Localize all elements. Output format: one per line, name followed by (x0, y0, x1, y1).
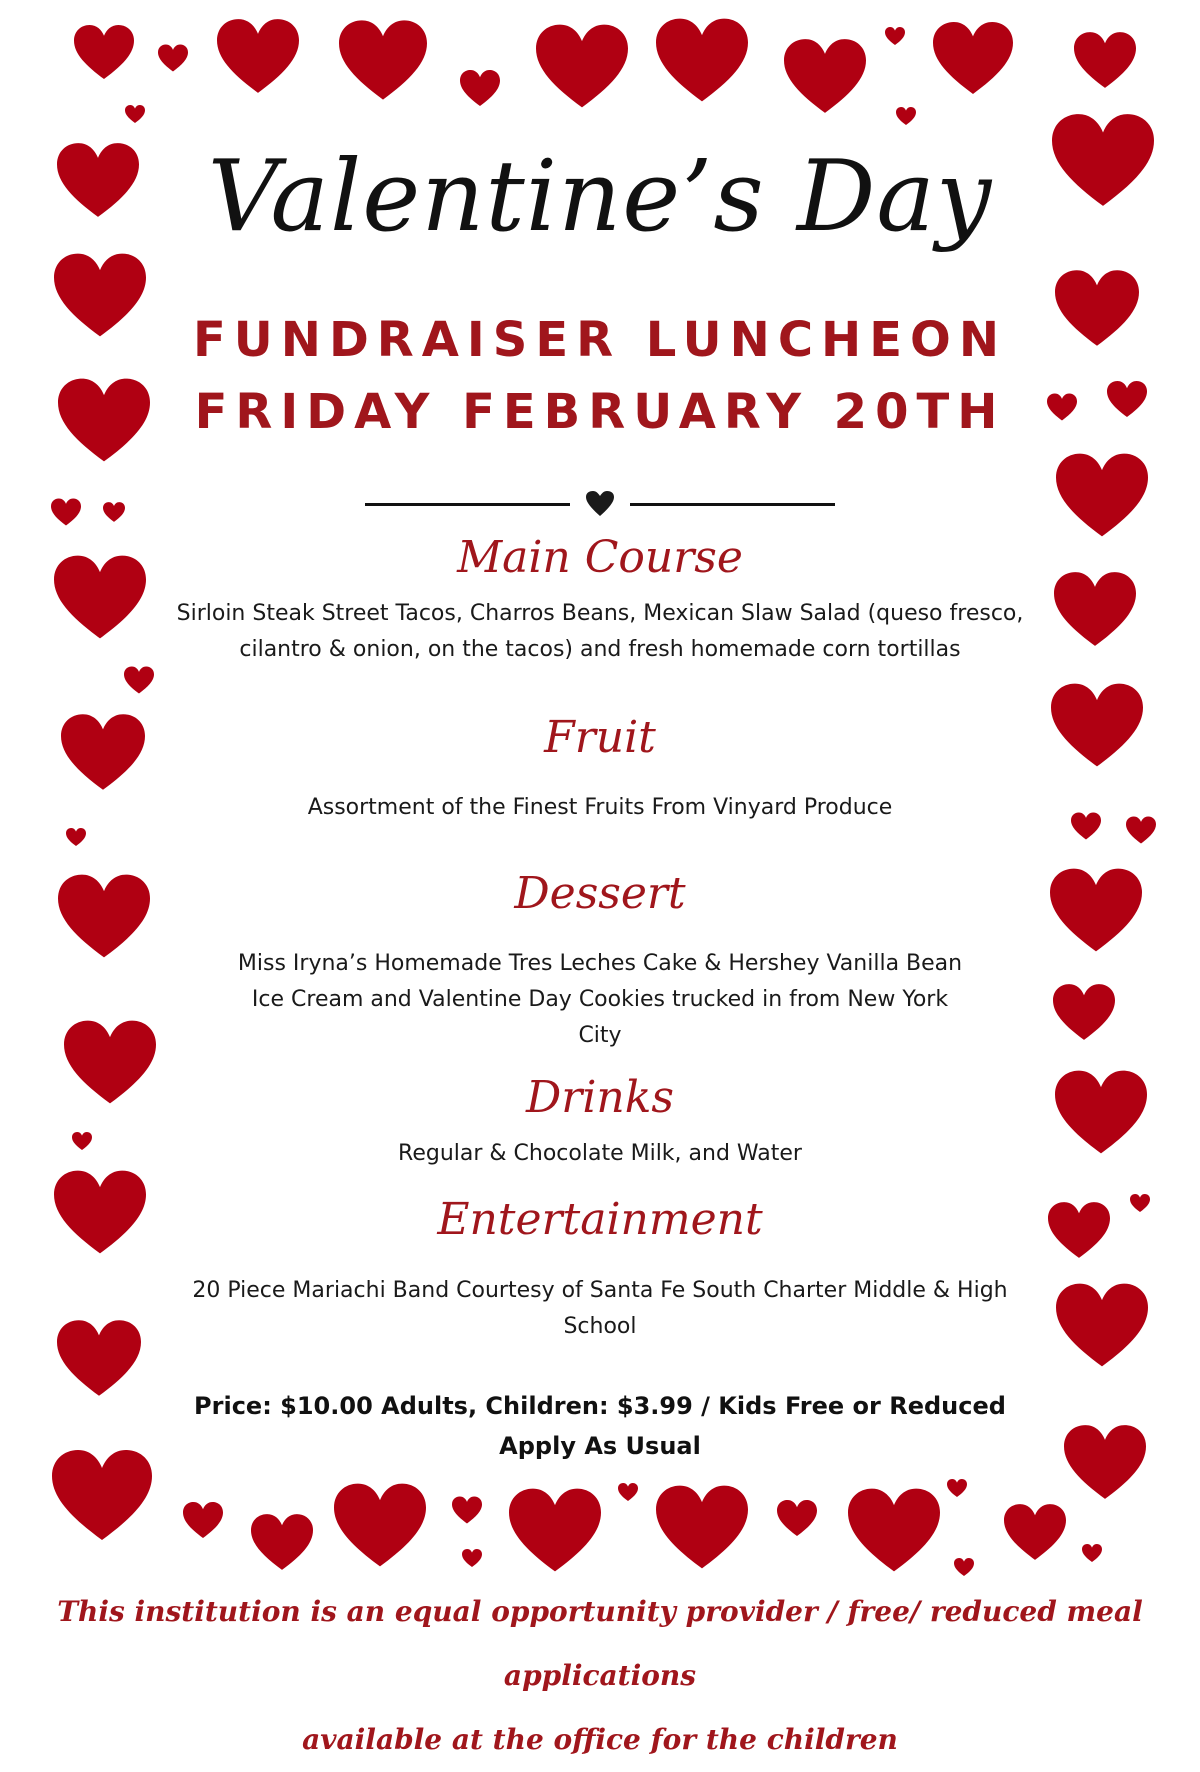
dessert-line: Miss Iryna’s Homemade Tres Leches Cake & Hershey Vanilla Bean (237, 951, 963, 976)
footer-line: This institution is an equal opportunity provider / free/ reduced meal applications (57, 1595, 1143, 1692)
divider (365, 490, 835, 520)
entertainment-line: 20 Piece Mariachi Band Courtesy of Santa Fe South Charter Middle & High (192, 1278, 1008, 1303)
event-date: FRIDAY FEBRUARY 20TH (194, 384, 1006, 440)
divider-line-left (365, 503, 570, 506)
dessert-line: City (578, 1023, 622, 1048)
section-body-main-course (110, 596, 1090, 668)
section-body-drinks (110, 1136, 1090, 1172)
heart-icon (585, 490, 615, 518)
price-line: Apply As Usual (499, 1432, 701, 1460)
price-info (150, 1386, 1050, 1466)
section-heading-main-course: Main Course (457, 532, 743, 583)
footer-line: available at the office for the children (302, 1723, 898, 1756)
section-heading-drinks: Drinks (526, 1072, 674, 1123)
section-body-dessert (110, 946, 1090, 1054)
section-body-fruit (110, 790, 1090, 826)
page-title: Valentine’s Day (207, 140, 993, 254)
footer-notice (10, 1580, 1190, 1772)
dessert-line: Ice Cream and Valentine Day Cookies trucked in from New York (251, 987, 949, 1012)
fruit-line: Assortment of the Finest Fruits From Vinyard Produce (307, 795, 893, 820)
price-line: Price: $10.00 Adults, Children: $3.99 / Kids Free or Reduced (194, 1392, 1006, 1420)
section-body-entertainment (110, 1273, 1090, 1345)
event-name: FUNDRAISER LUNCHEON (193, 312, 1007, 368)
drinks-line: Regular & Chocolate Milk, and Water (398, 1141, 802, 1166)
entertainment-line: School (563, 1314, 637, 1339)
section-heading-fruit: Fruit (544, 712, 656, 763)
section-heading-dessert: Dessert (514, 868, 686, 919)
section-heading-entertainment: Entertainment (437, 1194, 763, 1245)
main-course-line: Sirloin Steak Street Tacos, Charros Beans, Mexican Slaw Salad (queso fresco, (176, 601, 1024, 626)
main-course-line: cilantro & onion, on the tacos) and fresh homemade corn tortillas (239, 637, 961, 662)
divider-line-right (630, 503, 835, 506)
